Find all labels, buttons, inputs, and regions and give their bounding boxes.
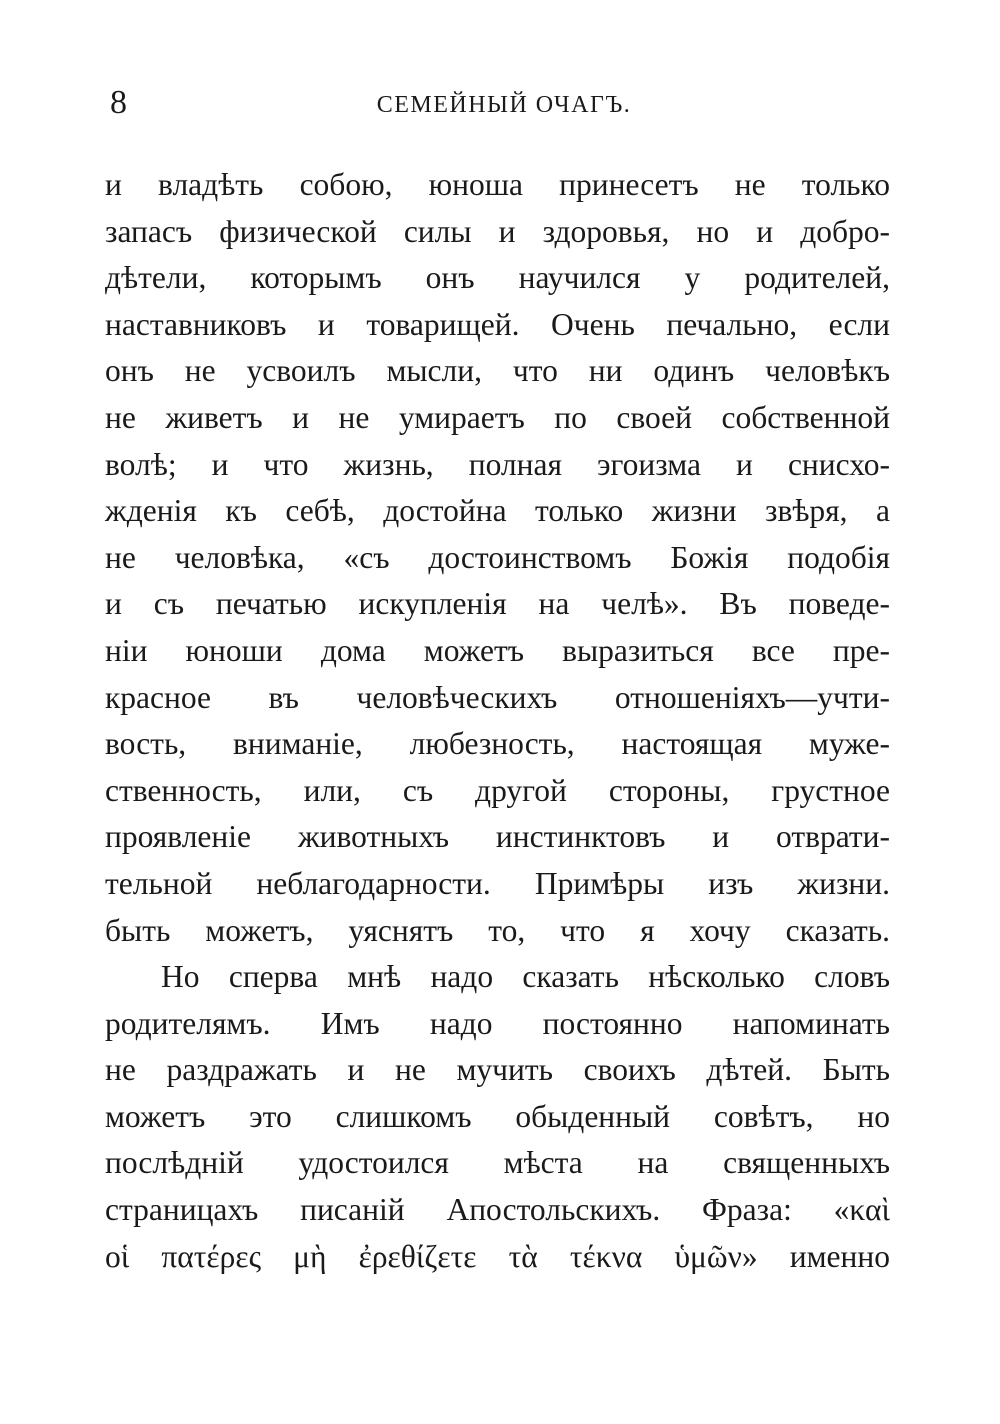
running-title: СЕМЕЙНЫЙ ОЧАГЪ. [376, 92, 632, 118]
text-line: запасъ физической силы и здоровья, но и добро- [105, 213, 890, 249]
text-line: не раздражать и не мучить своихъ дѣтей. Быть [105, 1052, 890, 1088]
page-number: 8 [110, 84, 127, 121]
text-line: родителямъ. Имъ надо постоянно напоминать [105, 1005, 890, 1041]
text-line: ніи юноши дома можетъ выразиться все пре- [105, 632, 890, 668]
text-line: проявленіе животныхъ инстинктовъ и отврати- [105, 819, 890, 855]
text-line: не живетъ и не умираетъ по своей собственной [105, 399, 890, 435]
text-line: быть можетъ, уяснятъ то, что я хочу сказать. [105, 912, 890, 948]
text-line: и владѣть собою, юноша принесетъ не только [105, 167, 890, 202]
text-line: Но сперва мнѣ надо сказать нѣсколько словъ [161, 959, 890, 995]
text-line: послѣдній удостоился мѣста на священныхъ [105, 1145, 890, 1181]
text-line: тельной неблагодарности. Примѣры изъ жизни. [105, 865, 890, 901]
text-line: волѣ; и что жизнь, полная эгоизма и снисхо- [105, 446, 890, 482]
page-header [108, 84, 890, 128]
text-line: вость, вниманіе, любезность, настоящая муже- [105, 726, 890, 762]
paragraph-2 [105, 954, 890, 1280]
text-line: страницахъ писаній Апостольскихъ. Фраза: «καὶ [105, 1192, 890, 1228]
text-line: можетъ это слишкомъ обыденный совѣтъ, но [105, 1098, 890, 1134]
text-line-greek-quote: οἱ πατέρες μὴ ἐρεθίζετε τὰ τέκνα ὑμῶν» именно [105, 1238, 890, 1274]
text-line: жденія къ себѣ, достойна только жизни звѣря, а [105, 493, 890, 529]
text-line: ственность, или, съ другой стороны, грустное [105, 772, 890, 808]
text-line: красное въ человѣческихъ отношеніяхъ—учти- [105, 679, 890, 715]
text-line: наставниковъ и товарищей. Очень печально, если [105, 306, 890, 342]
text-line: онъ не усвоилъ мысли, что ни одинъ человѣкъ [105, 353, 890, 389]
page-body [105, 162, 890, 1280]
paragraph-1 [105, 162, 890, 954]
text-line: не человѣка, «съ достоинствомъ Божія подобія [105, 539, 890, 575]
text-line: и съ печатью искупленія на челѣ». Въ поведе- [105, 586, 890, 622]
text-line: дѣтели, которымъ онъ научился у родителей, [105, 260, 890, 296]
